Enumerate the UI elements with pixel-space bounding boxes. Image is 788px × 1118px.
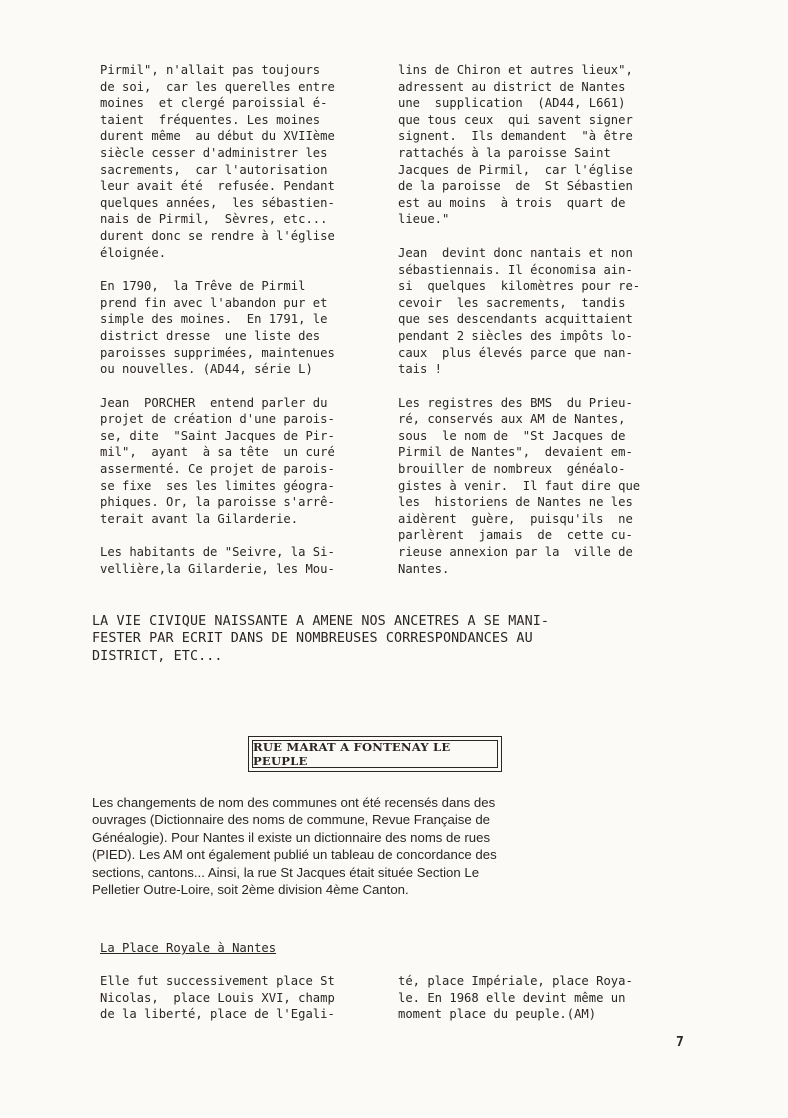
- paragraph-treve-1790: En 1790, la Trêve de Pirmil prend fin avec l'abandon pur et simple des moines. En 1791, le district dresse une liste des paroisses supprimées, maintenues ou nouvelles. (AD44, série L): [100, 279, 335, 377]
- left-column: [100, 62, 362, 595]
- paragraph-jean-porcher: Jean PORCHER entend parler du projet de création d'une parois- se, dite "Saint Jacques de Pir- mil", ayant à sa tête un curé assermenté. Ce projet de parois- se fixe ses les limites géogra- phiques. Or, la paroisse s'arrê- terait avant la Gilarderie.: [100, 395, 335, 526]
- section-title-box: [248, 736, 502, 772]
- paragraph-habitants: Les habitants de "Seivre, la Si- vellière,la Gilarderie, les Mou-: [100, 545, 335, 577]
- right-column: [398, 62, 668, 594]
- civic-statement: LA VIE CIVIQUE NAISSANTE A AMENE NOS ANCETRES A SE MANI- FESTER PAR ECRIT DANS DE NOMBREUSES CORRESPONDANCES AU DISTRICT, ETC...: [92, 614, 550, 664]
- paragraph-pirmil-quarrels: Pirmil", n'allait pas toujours de soi, car les querelles entre moines et clergé paroissial é- taient fréquentes. Les moines durent même au début du XVIIème siècle cesser d'administrer les sacrements, car l'autorisation leur avait été refusée. Pendant quelques années, les sébastien- nais de Pirmil, Sèvres, etc... durent donc se rendre à l'église éloignée.: [100, 63, 335, 260]
- paragraph-registres-bms: Les registres des BMS du Prieu- ré, conservés aux AM de Nantes, sous le nom de "St Jacques de Pirmil de Nantes", devaient em- brouiller de nombreux généalo- gistes à venir. Il faut dire que les historiens de Nantes ne les aidèrent guère, puisqu'ils ne parlèrent jamais de cette cu- rieuse annexion par la ville de Nantes.: [398, 395, 641, 576]
- subheading-place-royale: La Place Royale à Nantes: [100, 941, 277, 955]
- place-royale-right-column: [398, 973, 668, 1040]
- section-title: RUE MARAT A FONTENAY LE PEUPLE: [252, 740, 498, 768]
- paragraph-jean-nantais: Jean devint donc nantais et non sébastiennais. Il économisa ain- si quelques kilomètres pour re- cevoir les sacrements, tandis que ses descendants acquittaient pendant 2 siècles des impôts lo- caux plus élevés parce que nan- tais !: [398, 245, 641, 377]
- intro-paragraph: Les changements de nom des communes ont été recensés dans des ouvrages (Dictionnaire des noms de commune, Revue Française de Généalogie). Pour Nantes il existe un dictionnaire des noms de rues (PIED). Les AM ont également publié un tableau de concordance des sections, cantons... Ainsi, la rue St Jacques était située Section Le Pelletier Outre-Loire, soit 2ème division 4ème Canton.: [92, 795, 497, 898]
- place-royale-text-left: Elle fut successivement place St Nicolas, place Louis XVI, champ de la liberté, place de l'Egali-: [100, 974, 335, 1022]
- place-royale-left-column: [100, 973, 362, 1040]
- place-royale-text-right: té, place Impériale, place Roya- le. En 1968 elle devint même un moment place du peuple.(AM): [398, 974, 633, 1022]
- page-number: 7: [676, 1035, 684, 1050]
- paragraph-supplication: lins de Chiron et autres lieux", adressent au district de Nantes une supplication (AD44, L661) que tous ceux qui savent signer signent. Ils demandent "à être rattachés à la paroisse Saint Jacques de Pirmil, car l'église de la paroisse de St Sébastien est au moins à trois quart de lieue.": [398, 63, 633, 227]
